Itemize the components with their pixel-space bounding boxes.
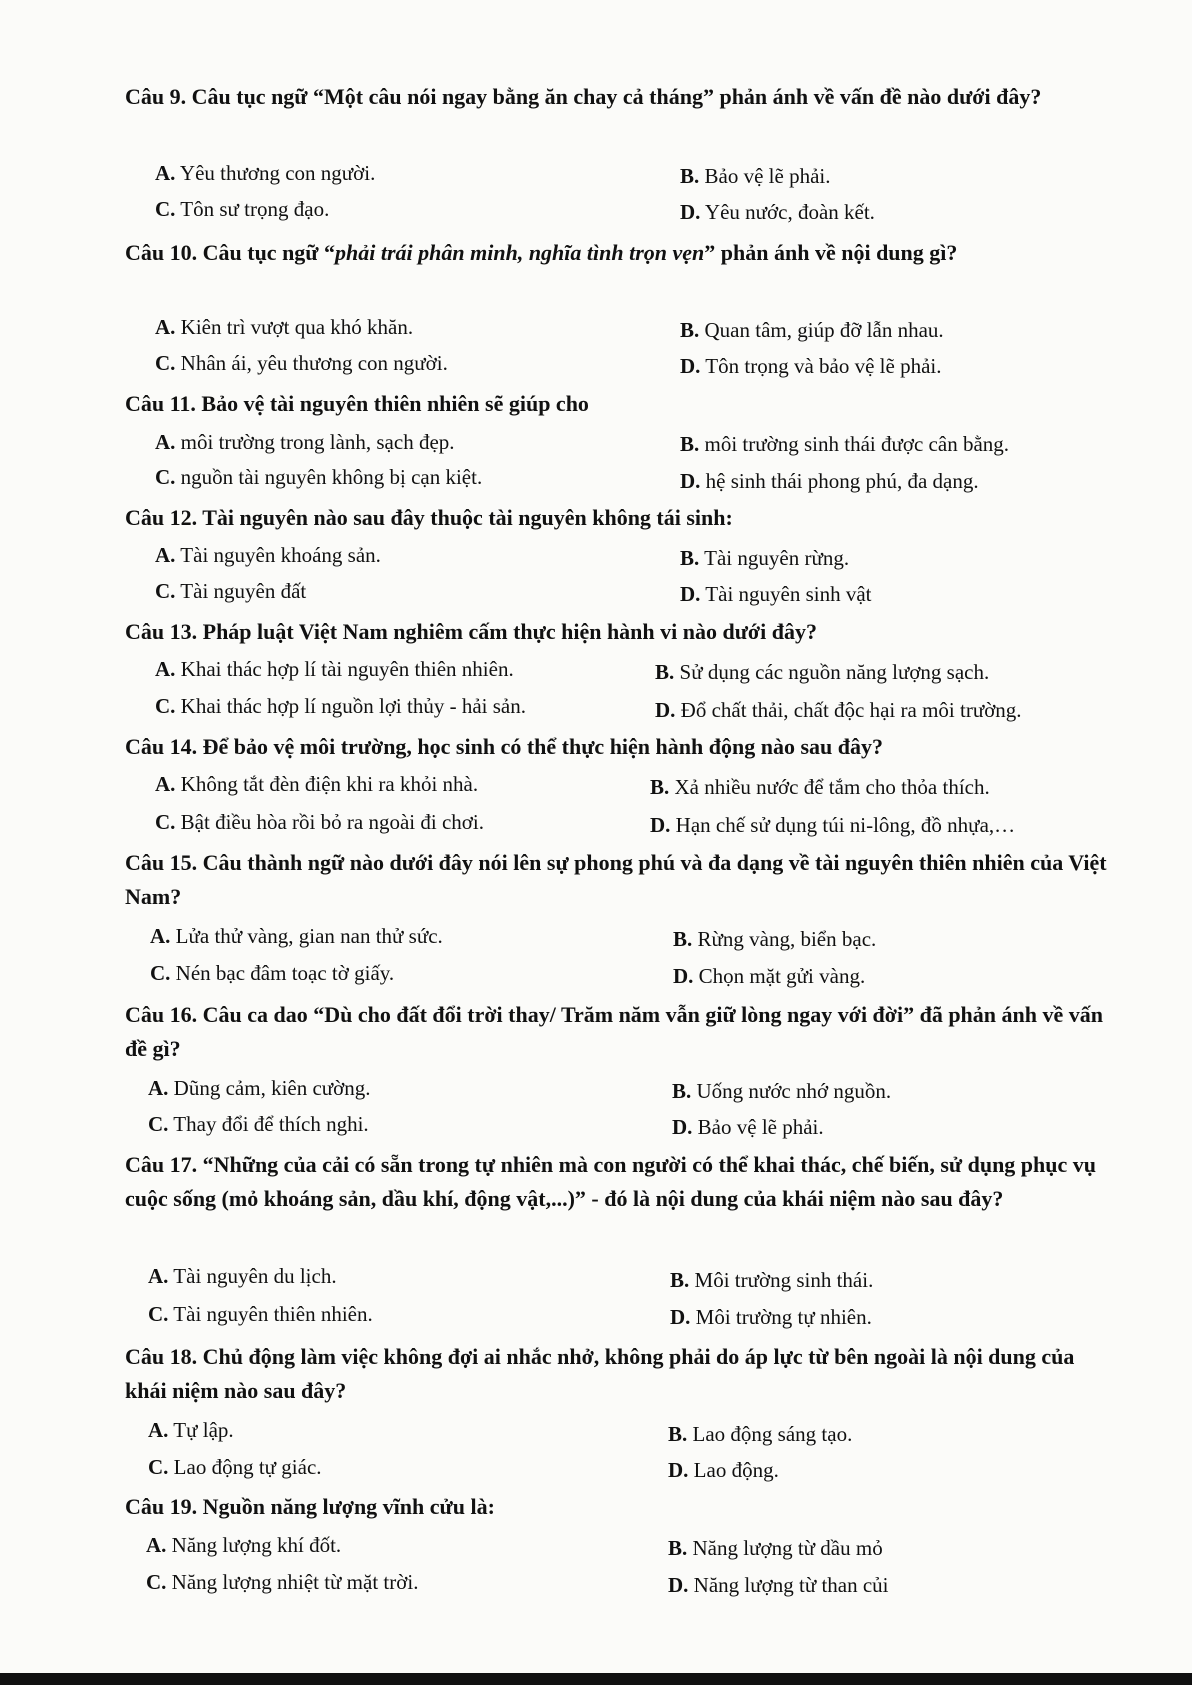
- question-16-number: Câu 16.: [125, 1002, 198, 1027]
- question-11-number: Câu 11.: [125, 391, 196, 416]
- question-18-number: Câu 18.: [125, 1344, 198, 1369]
- question-16: [125, 998, 1115, 1066]
- question-9-option-d[interactable]: D. Yêu nước, đoàn kết.: [680, 200, 875, 224]
- question-10-option-d[interactable]: D. Tôn trọng và bảo vệ lẽ phải.: [680, 354, 942, 378]
- question-19-option-d[interactable]: D. Năng lượng từ than củi: [668, 1573, 889, 1597]
- question-14-number: Câu 14.: [125, 734, 198, 759]
- question-15-number: Câu 15.: [125, 850, 198, 875]
- question-19: [125, 1490, 1115, 1524]
- question-19-option-c[interactable]: C. Năng lượng nhiệt từ mặt trời.: [146, 1570, 419, 1594]
- question-14-option-d[interactable]: D. Hạn chế sử dụng túi ni-lông, đồ nhựa,…: [650, 813, 1016, 837]
- question-14-text: Để bảo vệ môi trường, học sinh có thể thực hiện hành động nào sau đây?: [202, 734, 883, 759]
- question-18-option-a[interactable]: A. Tự lập.: [148, 1418, 234, 1442]
- question-12: [125, 501, 1115, 535]
- question-15: [125, 846, 1115, 914]
- question-12-option-a[interactable]: A. Tài nguyên khoáng sản.: [155, 543, 381, 567]
- question-17-text: “Những của cải có sẵn trong tự nhiên mà con người có thể khai thác, chế biến, sử dụng phục vụ cuộc sống (mỏ khoáng sản, dầu khí, động vật,...)” - đó là nội dung của khái niệm nào sau đây?: [125, 1152, 1097, 1211]
- question-11-option-a[interactable]: A. môi trường trong lành, sạch đẹp.: [155, 430, 455, 454]
- question-10-text-after: ” phản ánh về nội dung gì?: [704, 240, 958, 265]
- question-16-option-a[interactable]: A. Dũng cảm, kiên cường.: [148, 1076, 371, 1100]
- question-17: [125, 1148, 1115, 1216]
- question-13: [125, 615, 1115, 649]
- scan-border-bottom: [0, 1673, 1192, 1685]
- question-9-text: Câu tục ngữ “Một câu nói ngay bằng ăn chay cả tháng” phản ánh về vấn đề nào dưới đây?: [191, 84, 1042, 109]
- question-13-option-d[interactable]: D. Đổ chất thải, chất độc hại ra môi trường.: [655, 698, 1022, 722]
- question-10-option-a[interactable]: A. Kiên trì vượt qua khó khăn.: [155, 315, 414, 339]
- question-12-option-d[interactable]: D. Tài nguyên sinh vật: [680, 582, 872, 606]
- question-18-text: Chủ động làm việc không đợi ai nhắc nhở, không phải do áp lực từ bên ngoài là nội dung của khái niệm nào sau đây?: [125, 1344, 1075, 1403]
- question-19-option-a[interactable]: A. Năng lượng khí đốt.: [146, 1533, 342, 1557]
- question-13-text: Pháp luật Việt Nam nghiêm cấm thực hiện hành vi nào dưới đây?: [202, 619, 817, 644]
- question-16-option-c[interactable]: C. Thay đổi để thích nghi.: [148, 1112, 369, 1136]
- question-14-option-c[interactable]: C. Bật điều hòa rồi bỏ ra ngoài đi chơi.: [155, 810, 484, 834]
- question-12-number: Câu 12.: [125, 505, 198, 530]
- question-17-option-b[interactable]: B. Môi trường sinh thái.: [670, 1268, 874, 1292]
- question-14: [125, 730, 1115, 764]
- question-12-option-c[interactable]: C. Tài nguyên đất: [155, 579, 307, 603]
- question-12-option-b[interactable]: B. Tài nguyên rừng.: [680, 546, 850, 570]
- question-16-option-b[interactable]: B. Uống nước nhớ nguồn.: [672, 1079, 892, 1103]
- question-18-option-d[interactable]: D. Lao động.: [668, 1458, 779, 1482]
- question-17-number: Câu 17.: [125, 1152, 198, 1177]
- question-14-option-b[interactable]: B. Xả nhiều nước để tắm cho thỏa thích.: [650, 775, 990, 799]
- question-18-option-c[interactable]: C. Lao động tự giác.: [148, 1455, 322, 1479]
- question-10-number: Câu 10.: [125, 240, 198, 265]
- question-12-text: Tài nguyên nào sau đây thuộc tài nguyên không tái sinh:: [202, 505, 733, 530]
- question-11-text: Bảo vệ tài nguyên thiên nhiên sẽ giúp cho: [201, 391, 589, 416]
- question-13-option-b[interactable]: B. Sử dụng các nguồn năng lượng sạch.: [655, 660, 990, 684]
- question-10-option-c[interactable]: C. Nhân ái, yêu thương con người.: [155, 351, 448, 375]
- question-17-option-a[interactable]: A. Tài nguyên du lịch.: [148, 1264, 337, 1288]
- question-15-option-b[interactable]: B. Rừng vàng, biển bạc.: [673, 927, 877, 951]
- question-9: [125, 80, 1115, 114]
- question-11-option-c[interactable]: C. nguồn tài nguyên không bị cạn kiệt.: [155, 465, 483, 489]
- question-13-option-a[interactable]: A. Khai thác hợp lí tài nguyên thiên nhiên.: [155, 657, 514, 681]
- question-19-option-b[interactable]: B. Năng lượng từ dầu mỏ: [668, 1536, 883, 1560]
- question-9-number: Câu 9.: [125, 84, 187, 109]
- question-17-option-c[interactable]: C. Tài nguyên thiên nhiên.: [148, 1302, 373, 1326]
- question-11: [125, 387, 1115, 421]
- question-11-option-b[interactable]: B. môi trường sinh thái được cân bằng.: [680, 432, 1010, 456]
- question-18-option-b[interactable]: B. Lao động sáng tạo.: [668, 1422, 853, 1446]
- question-19-text: Nguồn năng lượng vĩnh cửu là:: [202, 1494, 495, 1519]
- question-16-option-d[interactable]: D. Bảo vệ lẽ phải.: [672, 1115, 824, 1139]
- question-16-text: Câu ca dao “Dù cho đất đổi trời thay/ Trăm năm vẫn giữ lòng ngay với đời” đã phản ánh về vấn đề gì?: [125, 1002, 1104, 1061]
- question-15-option-d[interactable]: D. Chọn mặt gửi vàng.: [673, 964, 866, 988]
- question-10-text-italic: phải trái phân minh, nghĩa tình trọn vẹn: [335, 240, 705, 265]
- question-18: [125, 1340, 1115, 1408]
- question-15-option-a[interactable]: A. Lửa thử vàng, gian nan thử sức.: [150, 924, 443, 948]
- question-10-text-before: Câu tục ngữ “: [202, 240, 336, 265]
- question-11-option-d[interactable]: D. hệ sinh thái phong phú, đa dạng.: [680, 469, 979, 493]
- question-14-option-a[interactable]: A. Không tắt đèn điện khi ra khỏi nhà.: [155, 772, 479, 796]
- question-9-option-b[interactable]: B. Bảo vệ lẽ phải.: [680, 164, 831, 188]
- bleed-through-text: [700, 122, 705, 143]
- question-19-number: Câu 19.: [125, 1494, 198, 1519]
- question-9-option-c[interactable]: C. Tôn sư trọng đạo.: [155, 197, 330, 221]
- question-10: [125, 236, 1115, 270]
- question-13-option-c[interactable]: C. Khai thác hợp lí nguồn lợi thủy - hải sản.: [155, 694, 526, 718]
- question-13-number: Câu 13.: [125, 619, 198, 644]
- question-9-option-a[interactable]: A. Yêu thương con người.: [155, 161, 376, 185]
- question-17-option-d[interactable]: D. Môi trường tự nhiên.: [670, 1305, 872, 1329]
- question-10-option-b[interactable]: B. Quan tâm, giúp đỡ lẫn nhau.: [680, 318, 944, 342]
- question-15-text: Câu thành ngữ nào dưới đây nói lên sự phong phú và đa dạng về tài nguyên thiên nhiên của Việt Nam?: [125, 850, 1107, 909]
- question-15-option-c[interactable]: C. Nén bạc đâm toạc tờ giấy.: [150, 961, 395, 985]
